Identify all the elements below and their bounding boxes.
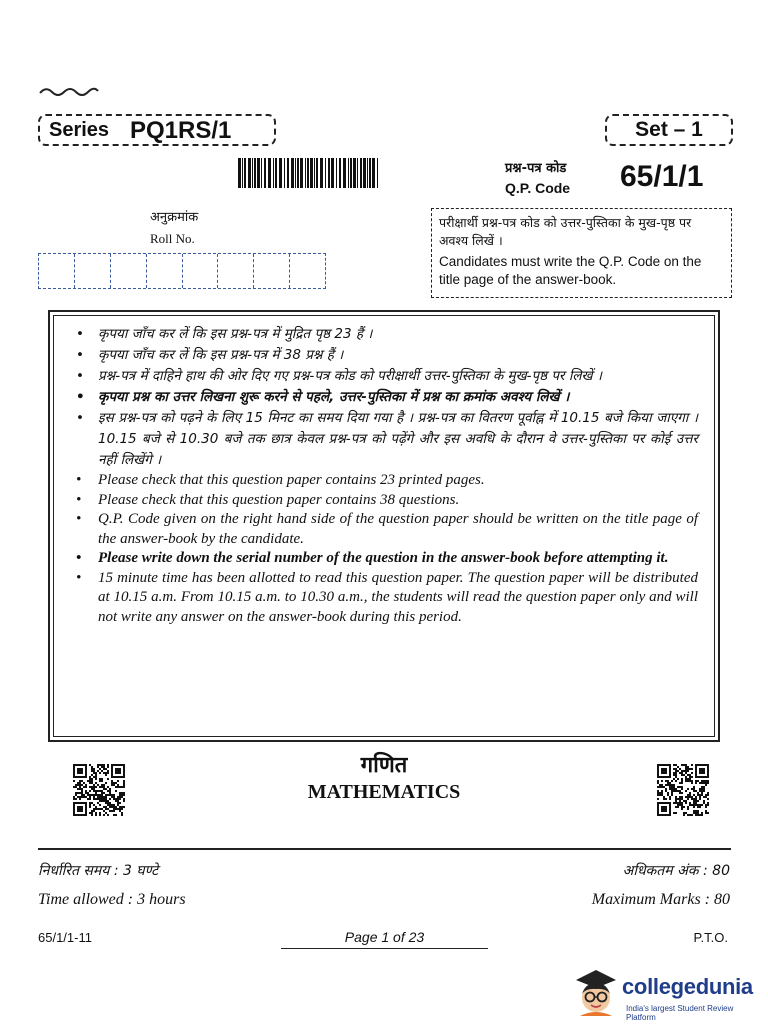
roll-no-cell[interactable] bbox=[75, 254, 111, 288]
candidate-note-box bbox=[431, 208, 732, 298]
candidate-note-en: Candidates must write the Q.P. Code on the title page of the answer-book. bbox=[439, 254, 702, 287]
roll-no-cell[interactable] bbox=[218, 254, 254, 288]
roll-no-cell[interactable] bbox=[183, 254, 219, 288]
footer-page-number: Page 1 of 23 bbox=[281, 929, 488, 949]
subject-title-hi: गणित bbox=[360, 753, 408, 778]
collegedunia-logo[interactable] bbox=[572, 966, 753, 1022]
max-marks-hi: अधिकतम अंक : 80 bbox=[622, 863, 730, 879]
instruction-item: • 15 minute time has been allotted to read this question paper. The question paper will be distributed at 10.15 a.m. From 10.15 a.m. to 10.30 a.m., the students will read the question paper only and will not write any answer on the answer-book during this period. bbox=[74, 569, 698, 628]
instruction-item: • Please write down the serial number of the question in the answer-book before attempting it. bbox=[74, 549, 698, 569]
instruction-item: • कृपया प्रश्न का उत्तर लिखना शुरू करने से पहले, उत्तर-पुस्तिका में प्रश्न का क्रमांक अवश्य लिखें । bbox=[74, 387, 698, 408]
logo-tagline: India's largest Student Review Platform bbox=[626, 1004, 734, 1022]
instructions-frame bbox=[48, 310, 720, 742]
instruction-item: • कृपया जाँच कर लें कि इस प्रश्न-पत्र में 38 प्रश्न हैं । bbox=[74, 345, 698, 366]
series-label: Series bbox=[49, 119, 110, 141]
instruction-item: • कृपया जाँच कर लें कि इस प्रश्न-पत्र में मुद्रित पृष्ठ 23 हैं । bbox=[74, 324, 698, 345]
barcode-icon bbox=[238, 158, 380, 188]
roll-no-cell[interactable] bbox=[147, 254, 183, 288]
roll-no-label-hi: अनुक्रमांक bbox=[150, 210, 199, 225]
footer-pto: P.T.O. bbox=[693, 930, 728, 945]
roll-no-boxes[interactable] bbox=[38, 253, 326, 289]
roll-no-cell[interactable] bbox=[254, 254, 290, 288]
instruction-item: • Please check that this question paper contains 23 printed pages. bbox=[74, 471, 698, 491]
qp-code-value: 65/1/1 bbox=[620, 160, 704, 193]
roll-no-cell[interactable] bbox=[39, 254, 75, 288]
instruction-item: • Please check that this question paper contains 38 questions. bbox=[74, 491, 698, 511]
tilde-mark-icon bbox=[38, 84, 100, 98]
collegedunia-mascot-icon bbox=[572, 966, 620, 1018]
subject-title-en: MATHEMATICS bbox=[307, 781, 461, 803]
set-box bbox=[605, 114, 733, 146]
qp-code-label-hi: प्रश्न-पत्र कोड bbox=[505, 161, 567, 176]
instruction-item: • प्रश्न-पत्र में दाहिने हाथ की ओर दिए गए प्रश्न-पत्र कोड को परीक्षार्थी उत्तर-पुस्तिका के मुख-पृष्ठ पर लिखें । bbox=[74, 366, 698, 387]
roll-no-cell[interactable] bbox=[111, 254, 147, 288]
series-code: PQ1RS/1 bbox=[130, 117, 232, 144]
qp-code-label-en: Q.P. Code bbox=[505, 180, 571, 196]
set-label: Set – 1 bbox=[635, 118, 703, 141]
roll-no-label-en: Roll No. bbox=[150, 231, 195, 246]
roll-no-cell[interactable] bbox=[290, 254, 325, 288]
instruction-item: • इस प्रश्न-पत्र को पढ़ने के लिए 15 मिनट का समय दिया गया है । प्रश्न-पत्र का वितरण पूर्वाह्न में 10.15 बजे किया जाएगा । 10.15 बजे से 10.30 बजे तक छात्र केवल प्रश्न-पत्र को पढ़ेंगे और इस अवधि के दौरान वे उत्तर-पुस्तिका पर कोई उत्तर नहीं लिखेंगे । bbox=[74, 408, 698, 471]
logo-name: collegedunia bbox=[622, 974, 753, 999]
divider-rule bbox=[38, 848, 731, 850]
instruction-item: • Q.P. Code given on the right hand side of the question paper should be written on the title page of the answer-book by the candidate. bbox=[74, 510, 698, 549]
time-allowed-hi: निर्धारित समय : 3 घण्टे bbox=[38, 863, 159, 879]
instructions-inner-frame bbox=[53, 315, 715, 737]
series-box bbox=[38, 114, 276, 146]
max-marks-en: Maximum Marks : 80 bbox=[591, 891, 730, 908]
time-allowed-en: Time allowed : 3 hours bbox=[38, 891, 186, 908]
candidate-note-hi: परीक्षार्थी प्रश्न-पत्र कोड को उत्तर-पुस्तिका के मुख-पृष्ठ पर अवश्य लिखें । bbox=[439, 215, 692, 248]
instructions-list bbox=[74, 324, 698, 627]
footer-code: 65/1/1-11 bbox=[38, 930, 92, 945]
